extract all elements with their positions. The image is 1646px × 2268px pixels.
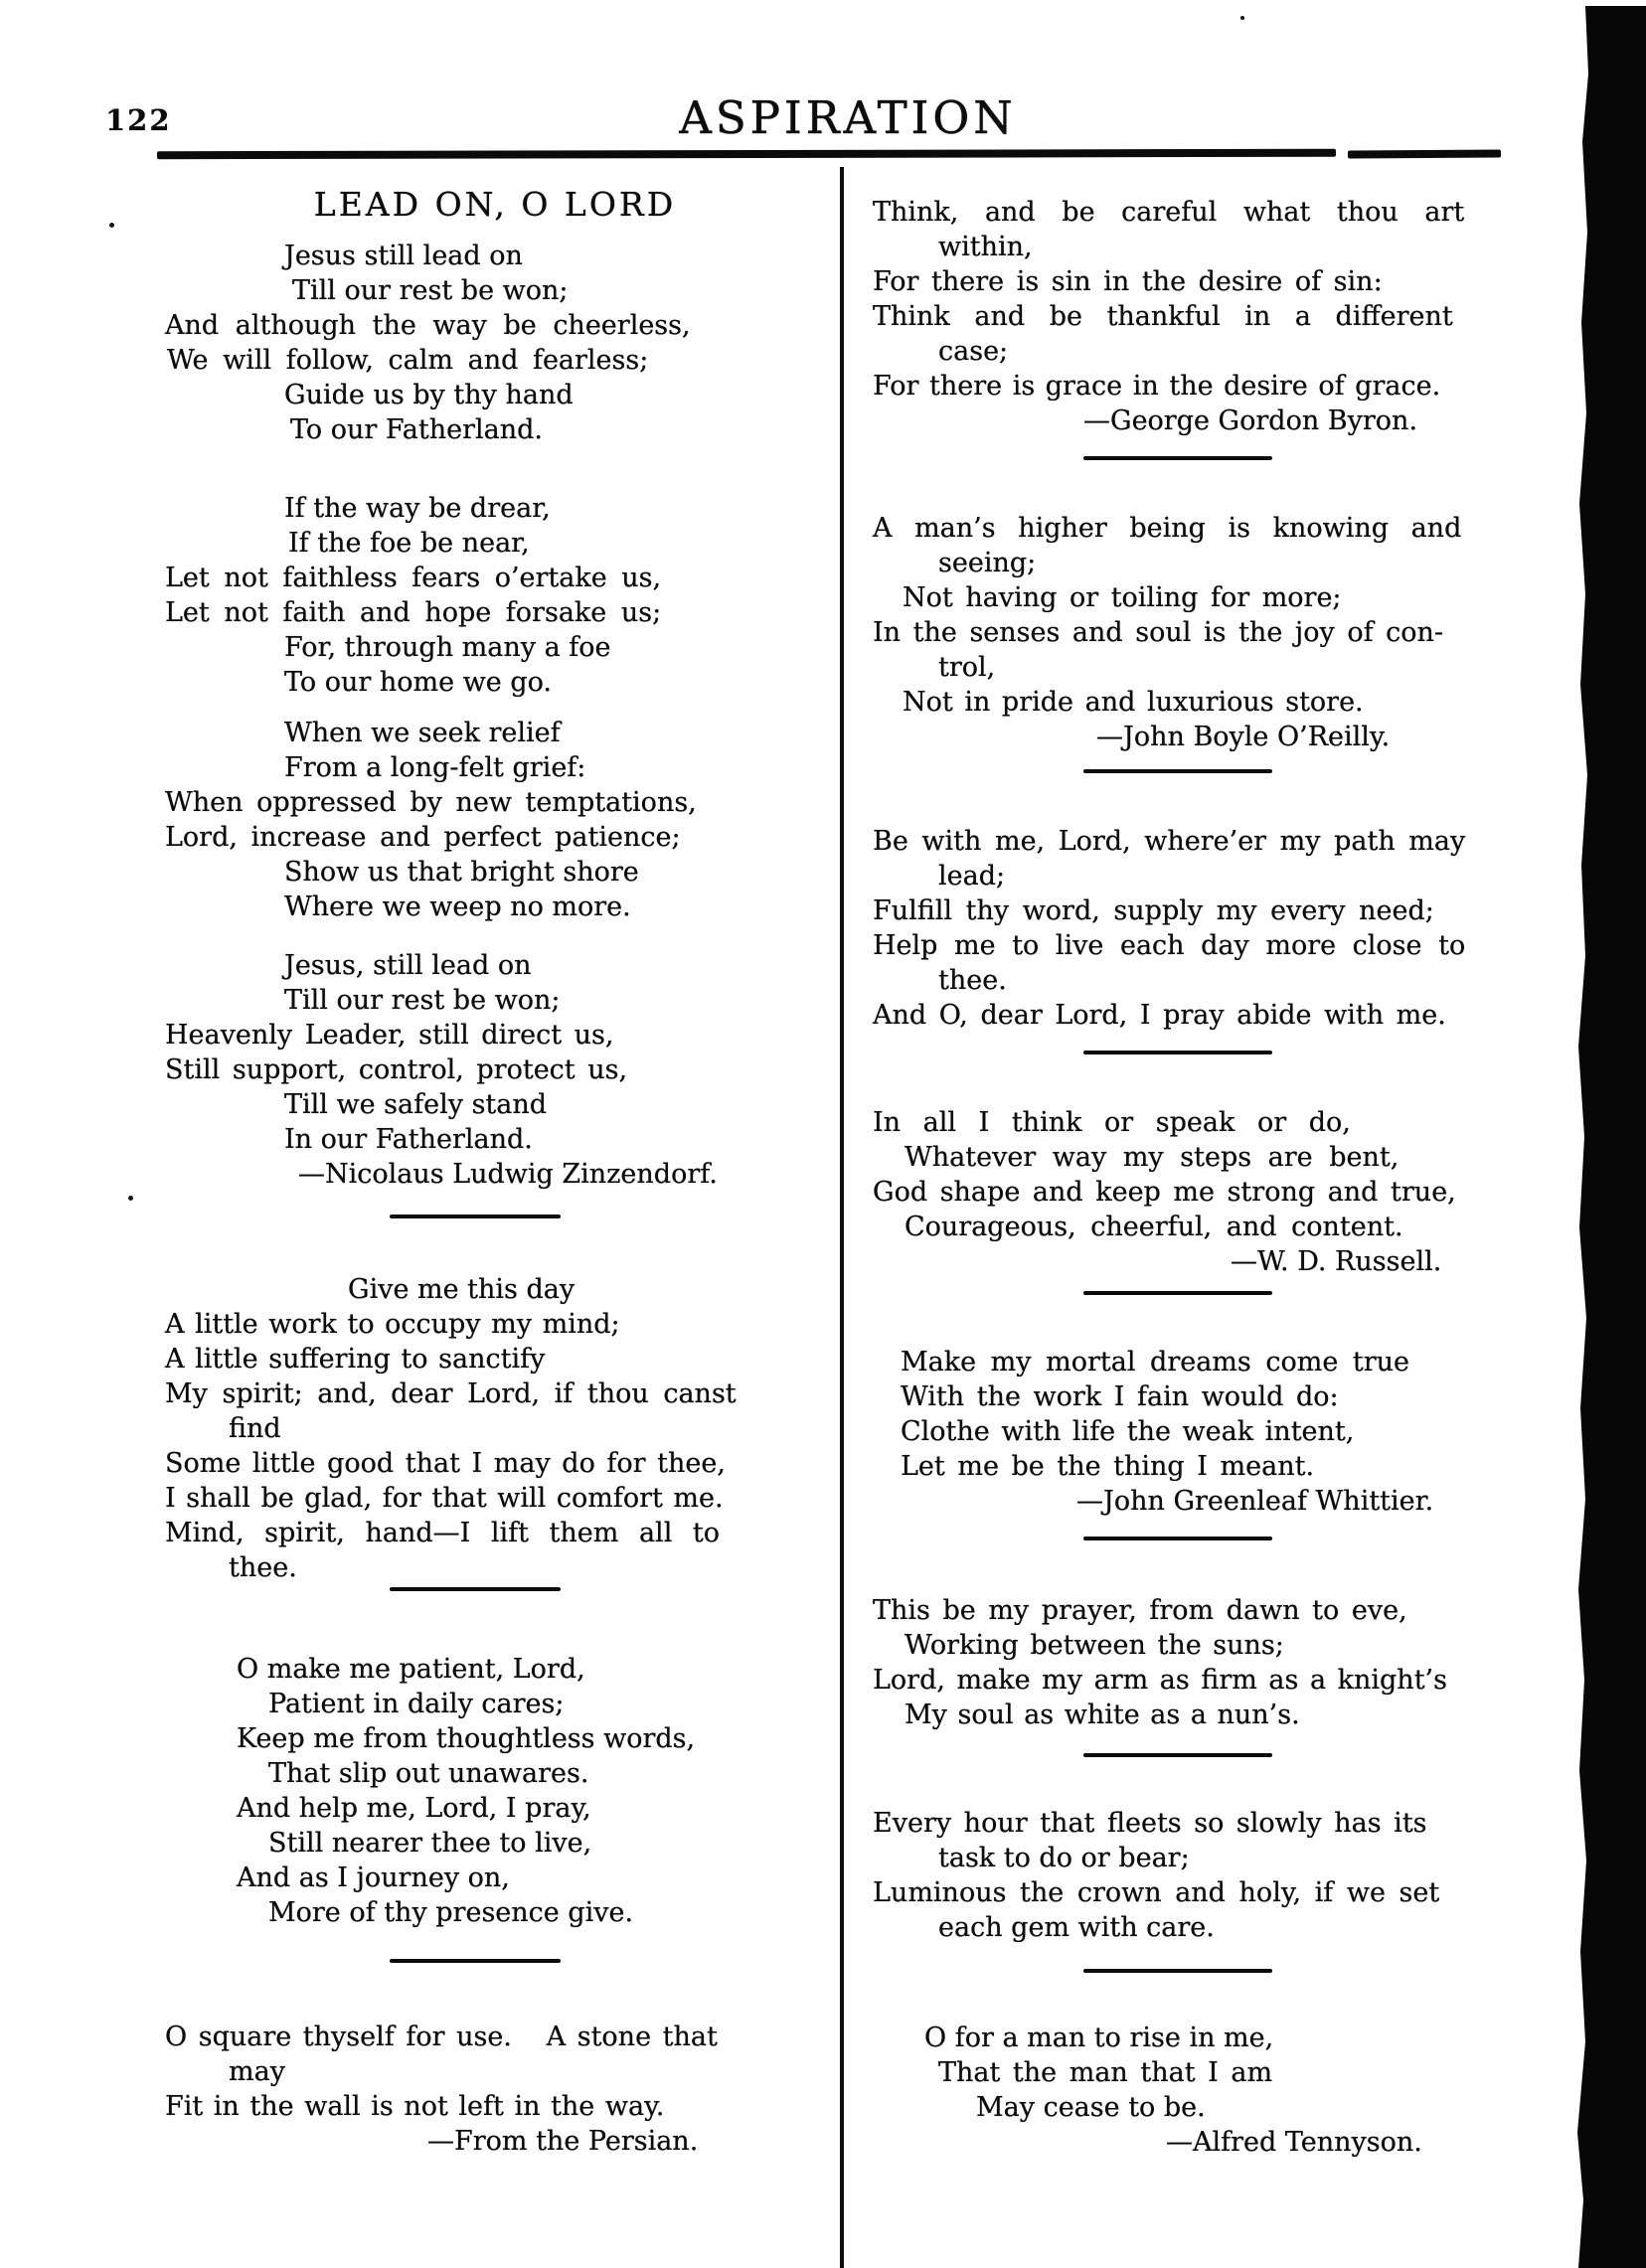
poem-line: Make my mortal dreams come true — [901, 1347, 1410, 1377]
poem-line: seeing; — [938, 548, 1037, 578]
poem-line: And O, dear Lord, I pray abide with me. — [873, 1000, 1446, 1031]
poem-line: Let not faith and hope forsake us; — [165, 597, 662, 628]
poem-line: Some little good that I may do for thee, — [165, 1448, 726, 1479]
page-header-title: ASPIRATION — [679, 91, 1017, 144]
poem-stanza — [873, 1593, 1541, 1732]
poem-line: find — [229, 1413, 281, 1444]
poem-stanza — [165, 1652, 825, 1930]
poem-line: For there is grace in the desire of grace. — [873, 371, 1441, 402]
poem-line: Clothe with life the weak intent, — [901, 1416, 1355, 1447]
poem-line: thee. — [229, 1552, 297, 1583]
poem-stanza — [873, 1806, 1541, 1945]
poem-line: O square thyself for use. A stone that — [165, 2022, 718, 2052]
poem-line: And as I journey on, — [237, 1863, 510, 1893]
poem-stanza — [873, 195, 1541, 438]
poem-title: LEAD ON, O LORD — [313, 185, 677, 224]
poem-line: For, through many a foe — [284, 632, 611, 663]
poem-line: Jesus, still lead on — [284, 950, 532, 981]
poem-line: This be my prayer, from dawn to eve, — [873, 1595, 1407, 1626]
poem-line: Lord, make my arm as firm as a knight’s — [873, 1665, 1447, 1696]
header-rule-left-segment — [157, 149, 1336, 159]
section-divider-rule — [390, 1587, 561, 1591]
poem-line: We will follow, calm and fearless; — [167, 345, 649, 376]
poem-line: Think, and be careful what thou art — [873, 197, 1465, 228]
poem-line: For there is sin in the desire of sin: — [873, 266, 1383, 297]
section-divider-rule — [1083, 1051, 1272, 1054]
poem-line: Mind, spirit, hand—I lift them all to — [165, 1518, 721, 1548]
header-rule-right-segment — [1348, 149, 1501, 158]
poem-line: Heavenly Leader, still direct us, — [165, 1020, 614, 1051]
page-number: 122 — [105, 103, 172, 137]
poem-line: May cease to be. — [976, 2092, 1206, 2123]
poem-stanza — [165, 1272, 825, 1585]
poem-line: case; — [938, 336, 1009, 367]
poem-line: O make me patient, Lord, — [237, 1654, 585, 1685]
poem-line: Still support, control, protect us, — [165, 1054, 628, 1085]
section-divider — [165, 1959, 825, 1963]
poem-line: That the man that I am — [938, 2057, 1273, 2088]
scan-speck — [1240, 16, 1244, 20]
poem-line: Not having or toiling for more; — [903, 582, 1342, 613]
poem-line: Patient in daily cares; — [268, 1689, 565, 1719]
poem-line: Let not faithless fears o’ertake us, — [165, 563, 662, 593]
attribution-line: —From the Persian. — [427, 2126, 699, 2157]
poem-line: Luminous the crown and holy, if we set — [873, 1877, 1440, 1908]
poem-line: Till our rest be won; — [292, 275, 569, 306]
poem-line: That slip out unawares. — [268, 1758, 589, 1789]
poem-line: Still nearer thee to live, — [268, 1828, 592, 1859]
poem-stanza — [165, 491, 825, 700]
poem-line: When oppressed by new temptations, — [165, 787, 697, 818]
poem-line: O for a man to rise in me, — [924, 2023, 1274, 2053]
poem-stanza — [873, 824, 1541, 1033]
attribution-line: —Nicolaus Ludwig Zinzendorf. — [298, 1159, 718, 1190]
section-divider-rule — [390, 1959, 561, 1963]
poem-line: More of thy presence give. — [268, 1897, 634, 1928]
scan-speck — [109, 223, 114, 228]
section-divider-rule — [1083, 1291, 1272, 1295]
poem-stanza — [873, 511, 1541, 754]
poem-line: To our home we go. — [284, 667, 553, 698]
poem-stanza — [165, 2020, 825, 2159]
poem-line: In our Fatherland. — [284, 1124, 533, 1155]
poem-line: Lord, increase and perfect patience; — [165, 822, 681, 853]
poem-line: If the foe be near, — [288, 528, 530, 559]
section-divider — [873, 456, 1541, 460]
poem-line: Be with me, Lord, where’er my path may — [873, 826, 1466, 857]
attribution-line: —W. D. Russell. — [1231, 1246, 1442, 1277]
poem-line: Not in pride and luxurious store. — [903, 687, 1364, 718]
section-divider-rule — [1083, 1753, 1272, 1757]
section-divider — [873, 1051, 1541, 1054]
poem-line: Courageous, cheerful, and content. — [905, 1212, 1403, 1242]
poem-line: When we seek relief — [284, 718, 561, 748]
poem-line: Fulfill thy word, supply my every need; — [873, 895, 1434, 926]
poem-line: Till our rest be won; — [284, 985, 561, 1016]
poem-line: I shall be glad, for that will comfort me. — [165, 1483, 724, 1514]
poem-line: thee. — [938, 965, 1007, 996]
column-divider-rule — [840, 167, 844, 2268]
poem-line: Think and be thankful in a different — [873, 301, 1453, 332]
poem-line: In the senses and soul is the joy of con- — [873, 617, 1444, 648]
attribution-line: —George Gordon Byron. — [1083, 405, 1418, 436]
section-divider — [873, 1753, 1541, 1757]
poem-line: each gem with care. — [938, 1912, 1215, 1943]
poem-line: Guide us by thy hand — [284, 380, 574, 410]
poem-line: Let me be the thing I meant. — [901, 1451, 1315, 1482]
poem-line: A little work to occupy my mind; — [165, 1309, 620, 1340]
section-divider-rule — [1083, 769, 1272, 773]
poem-stanza — [165, 948, 825, 1192]
section-divider-rule — [390, 1215, 561, 1218]
poem-line: God shape and keep me strong and true, — [873, 1177, 1456, 1208]
poem-stanza — [873, 1105, 1541, 1279]
poem-line: If the way be drear, — [284, 493, 551, 524]
section-divider — [873, 769, 1541, 773]
poem-heading — [165, 185, 825, 224]
poem-line: My spirit; and, dear Lord, if thou canst — [165, 1378, 737, 1409]
section-divider-rule — [1083, 1969, 1272, 1973]
attribution-line: —John Greenleaf Whittier. — [1076, 1486, 1434, 1517]
poem-line: And although the way be cheerless, — [165, 310, 691, 341]
poem-line: In all I think or speak or do, — [873, 1107, 1351, 1138]
section-divider — [165, 1587, 825, 1591]
poem-stanza — [873, 2021, 1541, 2160]
poem-line: Help me to live each day more close to — [873, 930, 1466, 961]
poem-line: may — [229, 2056, 285, 2087]
section-divider — [873, 1537, 1541, 1540]
scan-speck — [128, 1196, 133, 1201]
poem-line: Till we safely stand — [284, 1089, 548, 1120]
poem-stanza — [165, 716, 825, 924]
attribution-line: —John Boyle O’Reilly. — [1096, 722, 1391, 752]
poem-line: Working between the suns; — [905, 1630, 1284, 1661]
poem-line: Jesus still lead on — [284, 241, 523, 271]
poem-line: task to do or bear; — [938, 1843, 1190, 1873]
poem-line: My soul as white as a nun’s. — [905, 1700, 1300, 1730]
poem-line: Keep me from thoughtless words, — [237, 1723, 696, 1754]
poem-line: Fit in the wall is not left in the way. — [165, 2091, 665, 2122]
poem-line: From a long-felt grief: — [284, 752, 586, 783]
poem-line: And help me, Lord, I pray, — [237, 1793, 591, 1824]
poem-line: A little suffering to sanctify — [165, 1344, 546, 1375]
section-divider — [873, 1969, 1541, 1973]
section-divider — [873, 1291, 1541, 1295]
poem-line: Give me this day — [348, 1274, 576, 1305]
poem-line: Every hour that fleets so slowly has its — [873, 1808, 1427, 1839]
poem-line: Show us that bright shore — [284, 857, 639, 888]
poem-line: trol, — [938, 652, 996, 683]
poem-line: To our Fatherland. — [290, 414, 543, 445]
section-divider-rule — [1083, 456, 1272, 460]
poem-line: lead; — [938, 861, 1006, 891]
poem-stanza — [165, 239, 825, 447]
poem-line: within, — [938, 232, 1033, 262]
section-divider — [165, 1215, 825, 1218]
poem-line: Where we weep no more. — [284, 891, 631, 922]
poem-stanza — [873, 1345, 1541, 1519]
poem-line: Whatever way my steps are bent, — [905, 1142, 1399, 1173]
poem-line: With the work I fain would do: — [901, 1381, 1339, 1412]
attribution-line: —Alfred Tennyson. — [1166, 2127, 1422, 2158]
poem-line: A man’s higher being is knowing and — [873, 513, 1462, 544]
section-divider-rule — [1083, 1537, 1272, 1540]
scan-gutter-band — [1576, 6, 1646, 2268]
